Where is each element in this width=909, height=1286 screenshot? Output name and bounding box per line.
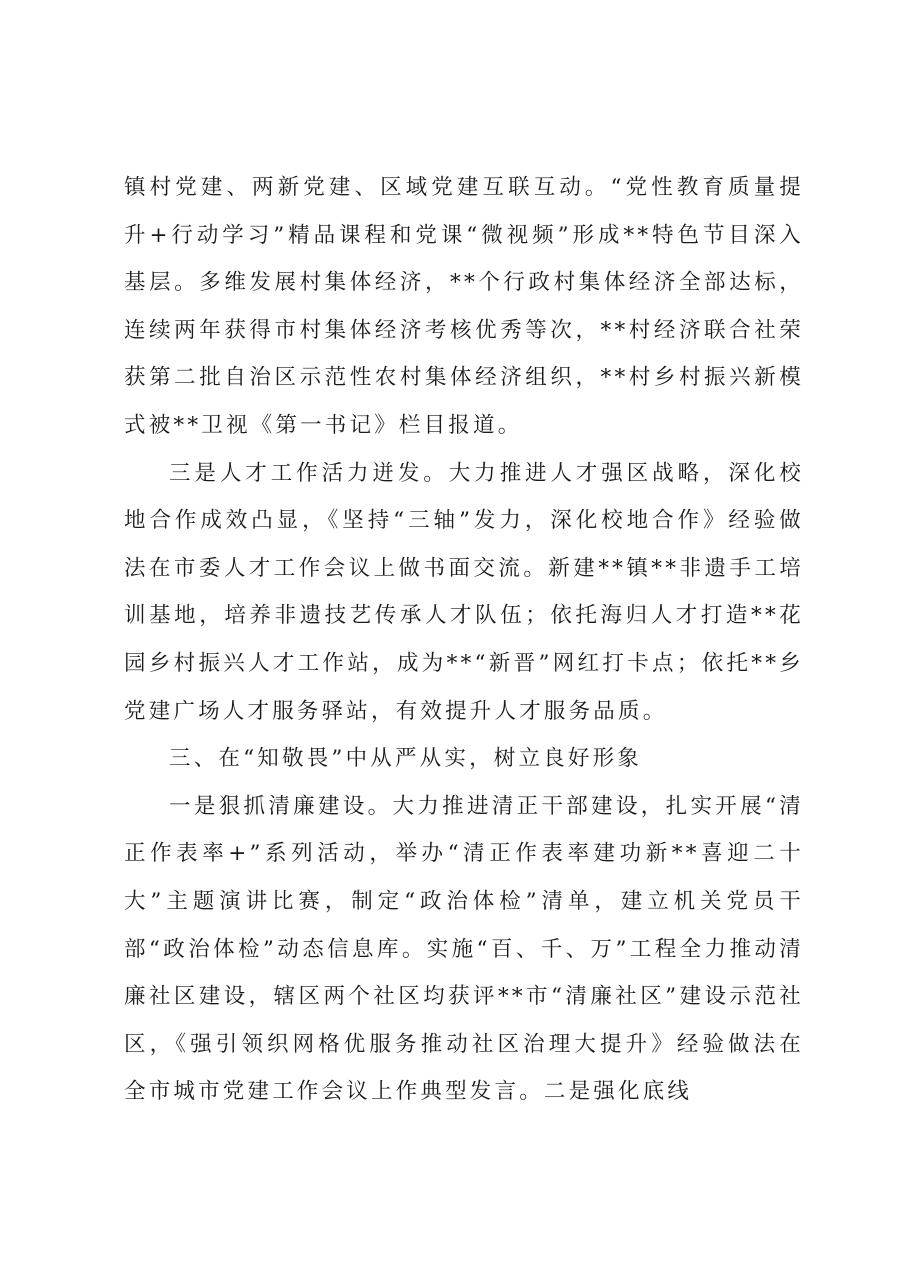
paragraph-talent-work: 三是人才工作活力迸发。大力推进人才强区战略，深化校地合作成效凸显，《坚持“三轴”发力，深化校地合作》经验做法在市委人才工作会议上做书面交流。新建**镇**非遗手工培训基地，培养非遗技艺传承人才队伍；依托海归人才打造**花园乡村振兴人才工作站，成为**“新晋”网红打卡点；依托**乡党建广场人才服务驿站，有效提升人才服务品质。 bbox=[124, 460, 804, 724]
paragraph-continuation: 镇村党建、两新党建、区域党建互联互动。“党性教育质量提升+行动学习”精品课程和党课“微视频”形成**特色节目深入基层。多维发展村集体经济，**个行政村集体经济全部达标，连续两年获得市村集体经济考核优秀等次，**村经济联合社荣获第二批自治区示范性农村集体经济组织，**村乡村振兴新模式被**卫视《第一书记》栏目报道。 bbox=[124, 175, 804, 438]
paragraph-clean-governance: 一是狠抓清廉建设。大力推进清正干部建设，扎实开展“清正作表率+”系列活动，举办“清正作表率建功新**喜迎二十大”主题演讲比赛，制定“政治体检”清单，建立机关党员干部“政治体检”动态信息库。实施“百、千、万”工程全力推动清廉社区建设，辖区两个社区均获评**市“清廉社区”建设示范社区，《强引领织网格优服务推动社区治理大提升》经验做法在全市城市党建工作会议上作典型发言。二是强化底线 bbox=[124, 793, 804, 1105]
section-heading: 三、在“知敬畏”中从严从实，树立良好形象 bbox=[169, 746, 642, 772]
document-body bbox=[124, 164, 804, 1116]
